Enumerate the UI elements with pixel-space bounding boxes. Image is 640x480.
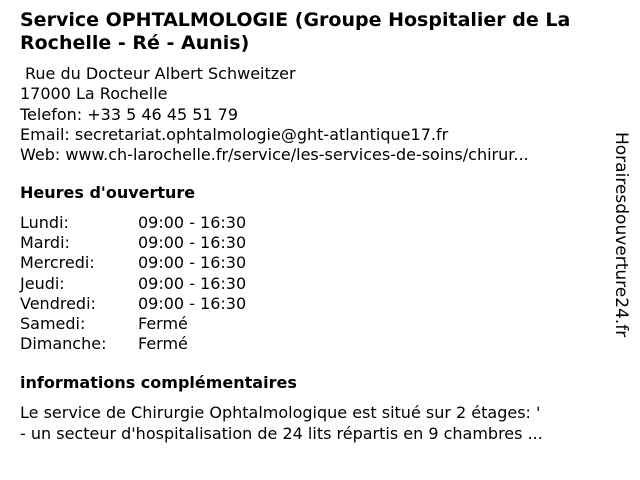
hours-row-friday — [20, 294, 246, 314]
day-label: Lundi: — [20, 213, 69, 232]
hours-value: 09:00 - 16:30 — [138, 273, 247, 293]
hours-value: 09:00 - 16:30 — [138, 293, 247, 313]
hours-row-sunday — [20, 334, 246, 354]
day-label: Samedi: — [20, 314, 86, 334]
hours-row-tuesday — [20, 233, 246, 253]
day-label: Mercredi: — [20, 253, 95, 273]
page-title: Service OPHTALMOLOGIE (Groupe Hospitalier de La Rochelle - Ré - Aunis) — [20, 9, 571, 54]
website-url: Web: www.ch-larochelle.fr/service/les-services-de-soins/chirur... — [20, 145, 529, 165]
day-label: Jeudi: — [20, 273, 65, 293]
hours-row-thursday — [20, 274, 246, 294]
phone-number: Telefon: +33 5 46 45 51 79 — [20, 104, 239, 124]
hours-row-monday — [20, 213, 246, 233]
opening-hours-table — [20, 213, 246, 354]
hours-value: Fermé — [138, 314, 188, 334]
description-line: - un secteur d'hospitalisation de 24 lits répartis en 9 chambres ... — [20, 423, 543, 443]
hours-value: Fermé — [138, 334, 188, 354]
day-label: Dimanche: — [20, 334, 107, 354]
description-line: Le service de Chirurgie Ophtalmologique est situé sur 2 étages: ' — [20, 403, 541, 422]
city-address: 17000 La Rochelle — [20, 84, 168, 104]
additional-info-text — [20, 403, 600, 444]
additional-info-heading: informations complémentaires — [20, 373, 297, 392]
opening-hours-heading: Heures d'ouverture — [20, 183, 196, 202]
street-address: Rue du Docteur Albert Schweitzer — [25, 64, 296, 83]
site-watermark: Horairesdouverture24.fr — [611, 132, 631, 338]
hours-row-wednesday — [20, 253, 246, 273]
email-address: Email: secretariat.ophtalmologie@ght-atlantique17.fr — [20, 124, 449, 144]
contact-info — [20, 64, 600, 165]
day-label: Vendredi: — [20, 293, 96, 313]
day-label: Mardi: — [20, 233, 70, 253]
hours-value: 09:00 - 16:30 — [138, 233, 247, 253]
hours-value: 09:00 - 16:30 — [138, 213, 247, 232]
hours-value: 09:00 - 16:30 — [138, 253, 247, 273]
hours-row-saturday — [20, 314, 246, 334]
